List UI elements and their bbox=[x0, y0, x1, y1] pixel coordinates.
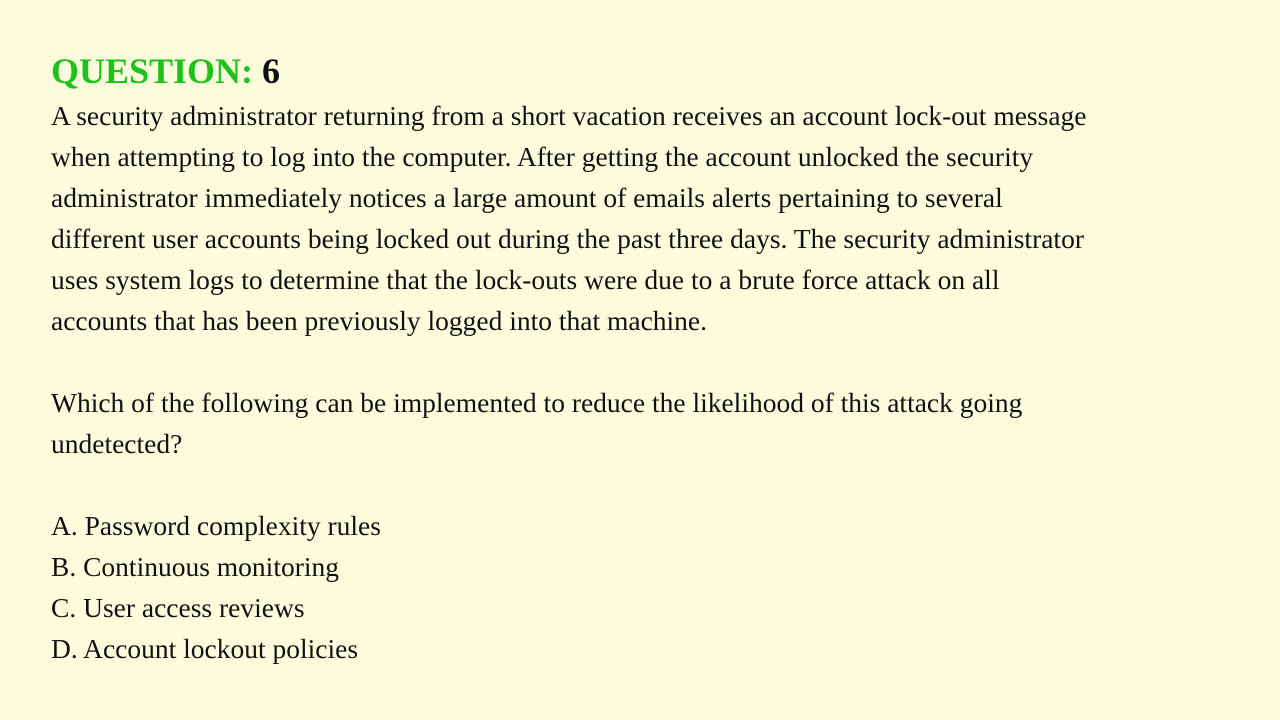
body-line: uses system logs to determine that the lock-outs were due to a brute force attack on all bbox=[51, 264, 1000, 295]
option-b: B. Continuous monitoring bbox=[51, 551, 340, 582]
option-a: A. Password complexity rules bbox=[51, 510, 381, 541]
option-c: C. User access reviews bbox=[51, 592, 305, 623]
question-number: 6 bbox=[262, 51, 281, 91]
option-d: D. Account lockout policies bbox=[51, 633, 359, 664]
body-line: administrator immediately notices a large amount of emails alerts pertaining to several bbox=[51, 182, 1003, 213]
question-body bbox=[51, 95, 1086, 341]
prompt-line: undetected? bbox=[51, 428, 183, 459]
body-line: different user accounts being locked out during the past three days. The security administrator bbox=[51, 223, 1084, 254]
body-line: accounts that has been previously logged into that machine. bbox=[51, 305, 707, 336]
question-label: QUESTION: bbox=[51, 51, 254, 91]
answer-options bbox=[51, 505, 381, 669]
body-line: A security administrator returning from a short vacation receives an account lock-out message bbox=[51, 100, 1087, 131]
question-prompt bbox=[51, 382, 1022, 464]
question-heading bbox=[51, 50, 280, 92]
body-line: when attempting to log into the computer. After getting the account unlocked the security bbox=[51, 141, 1034, 172]
prompt-line: Which of the following can be implemented to reduce the likelihood of this attack going bbox=[51, 387, 1023, 418]
